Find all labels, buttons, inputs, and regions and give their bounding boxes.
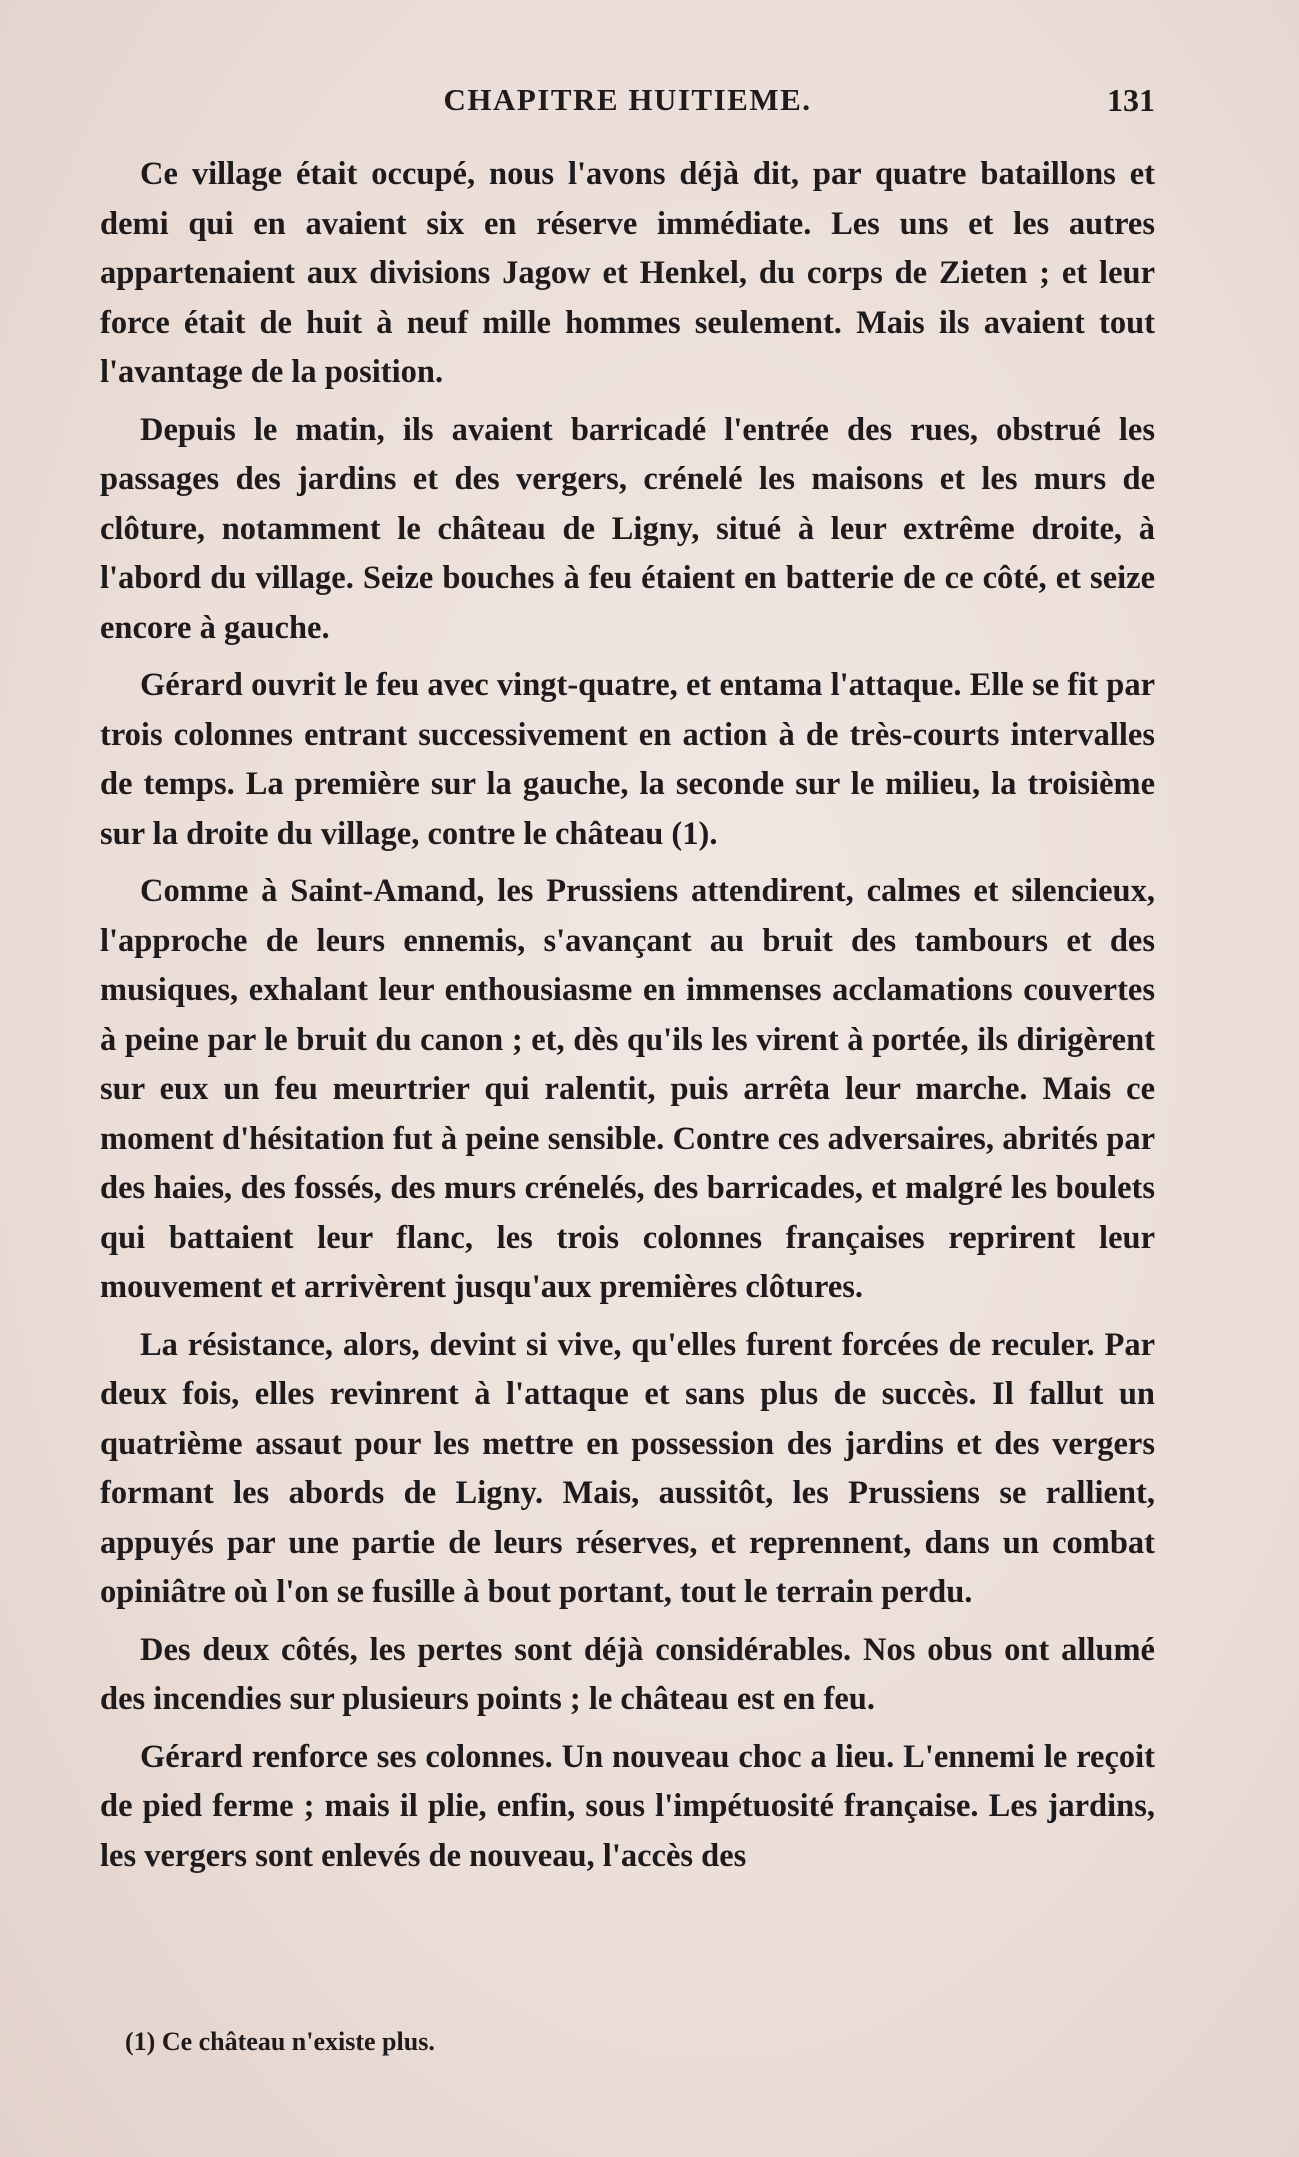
paragraph: La résistance, alors, devint si vive, qu'elles furent forcées de reculer. Par deux fois, elles revinrent à l'attaque et sans plus de succès. Il fallut un quatrième assaut pour les mettre en possession des jardins et des vergers formant les abords de Ligny. Mais, aussitôt, les Prussiens se rallient, appuyés par une partie de leurs réserves, et reprennent, dans un combat opiniâtre où l'on se fusille à bout portant, tout le terrain perdu. (100, 1326, 1155, 1610)
paragraph: Des deux côtés, les pertes sont déjà considérables. Nos obus ont allumé des incendies sur plusieurs points ; le château est en feu. (100, 1631, 1155, 1717)
chapter-title: CHAPITRE HUITIEME. (443, 82, 812, 117)
page-number: 131 (1107, 82, 1155, 118)
running-head (100, 82, 1155, 132)
paragraph: Comme à Saint-Amand, les Prussiens attendirent, calmes et silencieux, l'approche de leurs ennemis, s'avançant au bruit des tambours et des musiques, exhalant leur enthousiasme en immenses acclamations couvertes à peine par le bruit du canon ; et, dès qu'ils les virent à portée, ils dirigèrent sur eux un feu meurtrier qui ralentit, puis arrêta leur marche. Mais ce moment d'hésitation fut à peine sensible. Contre ces adversaires, abrités par des haies, des fossés, des murs crénelés, des barricades, et malgré les boulets qui battaient leur flanc, les trois colonnes françaises reprirent leur mouvement et arrivèrent jusqu'aux premières clôtures. (100, 873, 1155, 1305)
footnote: (1) Ce château n'existe plus. (125, 2027, 435, 2056)
paragraph: Gérard renforce ses colonnes. Un nouveau choc a lieu. L'ennemi le reçoit de pied ferme ; mais il plie, enfin, sous l'impétuosité française. Les jardins, les vergers sont enlevés de nouveau, l'accès des (100, 1738, 1155, 1874)
paragraph: Depuis le matin, ils avaient barricadé l'entrée des rues, obstrué les passages des jardins et des vergers, crénelé les maisons et les murs de clôture, notamment le château de Ligny, situé à leur extrême droite, à l'abord du village. Seize bouches à feu étaient en batterie de ce côté, et seize encore à gauche. (100, 411, 1155, 646)
body-text (100, 150, 1155, 1889)
paragraph: Gérard ouvrit le feu avec vingt-quatre, et entama l'attaque. Elle se fit par trois colonnes entrant successivement en action à de très-courts intervalles de temps. La première sur la gauche, la seconde sur le milieu, la troisième sur la droite du village, contre le château (1). (100, 667, 1155, 852)
paragraph: Ce village était occupé, nous l'avons déjà dit, par quatre bataillons et demi qui en avaient six en réserve immédiate. Les uns et les autres appartenaient aux divisions Jagow et Henkel, du corps de Zieten ; et leur force était de huit à neuf mille hommes seulement. Mais ils avaient tout l'avantage de la position. (100, 156, 1155, 390)
